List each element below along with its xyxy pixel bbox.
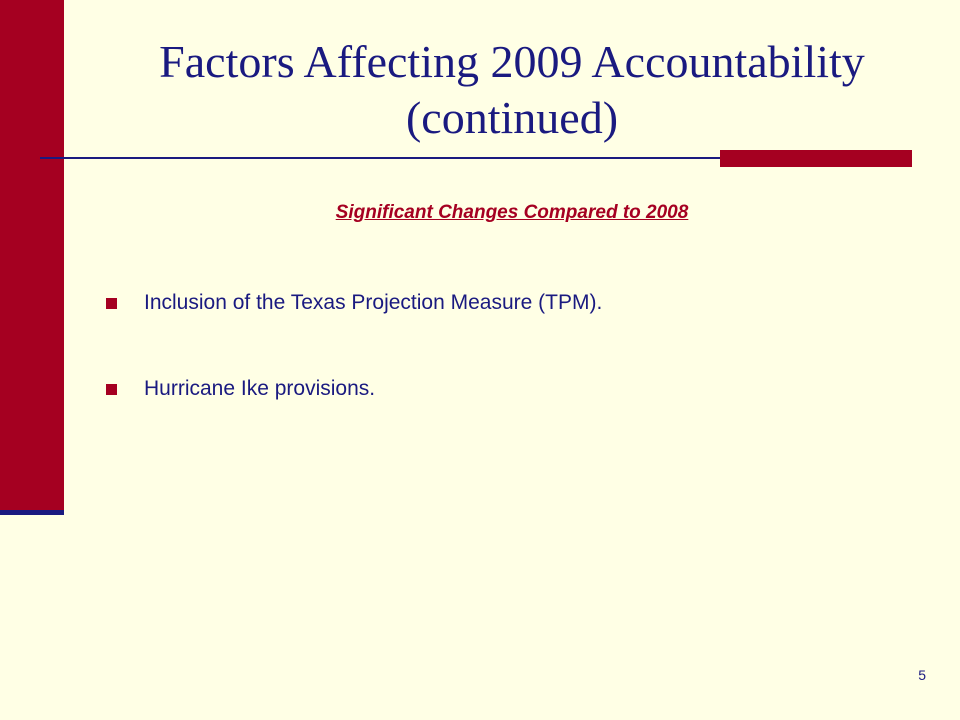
slide-title-line1: Factors Affecting 2009 Accountability: [159, 36, 865, 87]
page-number: 5: [918, 667, 926, 683]
left-accent-bar-underline: [0, 510, 64, 515]
bullet-item: [106, 374, 906, 404]
bullet-list: [106, 288, 906, 460]
title-divider-accent: [720, 150, 912, 167]
bullet-text: Inclusion of the Texas Projection Measure (TPM).: [144, 291, 603, 314]
bullet-text: Hurricane Ike provisions.: [144, 377, 376, 400]
square-bullet-icon: [106, 384, 117, 395]
slide-title: [64, 34, 960, 146]
bullet-item: [106, 288, 906, 318]
slide-subtitle: Significant Changes Compared to 2008: [335, 202, 689, 223]
left-accent-bar: [0, 0, 64, 512]
square-bullet-icon: [106, 298, 117, 309]
slide-title-line2: (continued): [405, 92, 619, 143]
